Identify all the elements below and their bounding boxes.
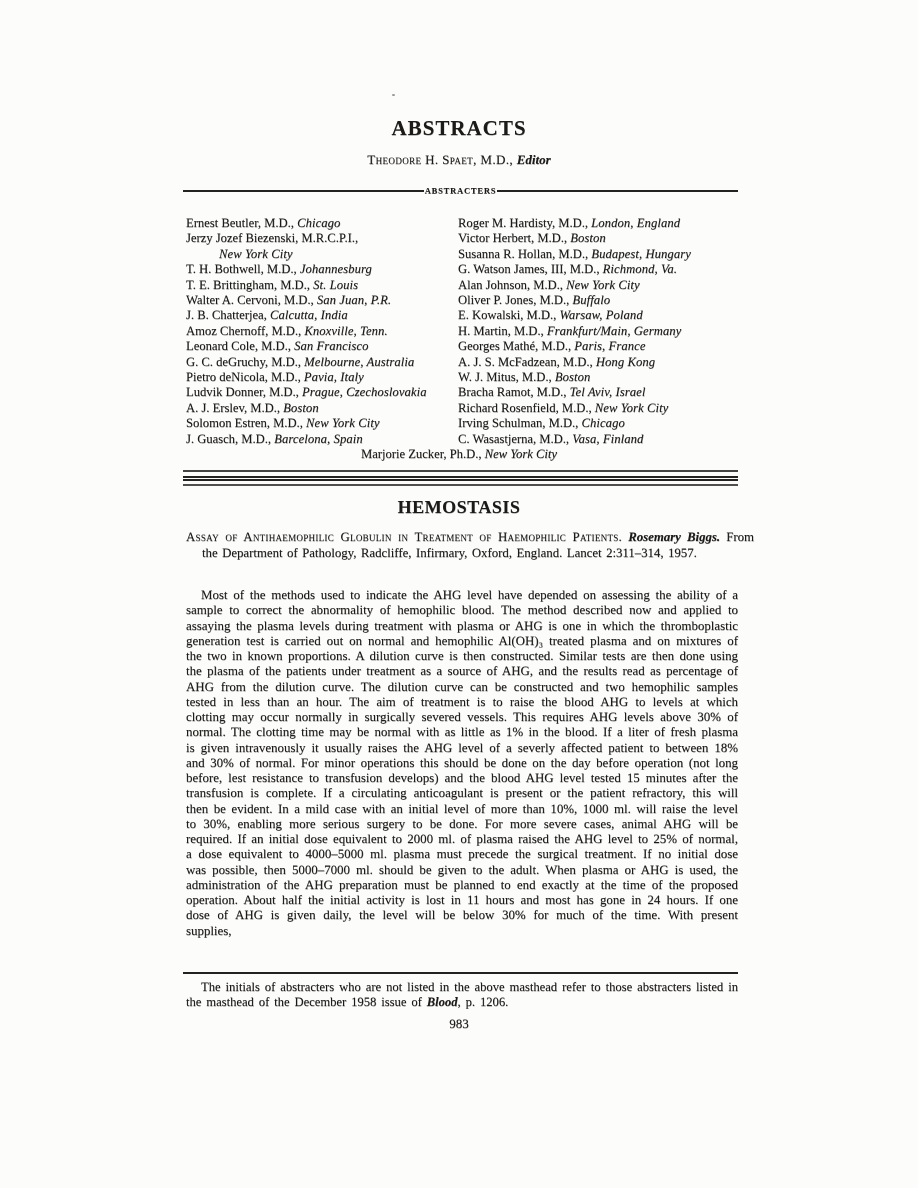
masthead-left-column	[186, 216, 458, 447]
rule-line	[183, 470, 738, 472]
masthead-entry: Roger M. Hardisty, M.D., London, England	[458, 216, 681, 230]
rule-line	[183, 479, 738, 481]
masthead-entry: Pietro deNicola, M.D., Pavia, Italy	[186, 370, 364, 385]
footnote	[186, 980, 738, 1011]
masthead-entry: G. C. deGruchy, M.D., Melbourne, Australia	[186, 354, 415, 369]
masthead-entry: A. J. S. McFadzean, M.D., Hong Kong	[458, 354, 656, 369]
footnote-rule	[183, 972, 738, 974]
masthead-entry: Leonard Cole, M.D., San Francisco	[186, 339, 369, 354]
masthead-entry: W. J. Mitus, M.D., Boston	[458, 370, 591, 385]
scan-artifact-dot	[392, 94, 395, 96]
masthead-entry: Victor Herbert, M.D., Boston	[458, 231, 606, 246]
section-heading: HEMOSTASIS	[397, 497, 521, 517]
masthead-entry: Susanna R. Hollan, M.D., Budapest, Hungary	[458, 246, 691, 261]
masthead-entry: G. Watson James, III, M.D., Richmond, Va.	[458, 262, 678, 277]
footnote-journal-name: Blood	[426, 995, 458, 1010]
footnote-text-end: , p. 1206.	[457, 995, 509, 1010]
page-title: ABSTRACTS	[391, 116, 527, 140]
masthead-centered-entry	[0, 447, 918, 462]
masthead-entry: Amoz Chernoff, M.D., Knoxville, Tenn.	[186, 323, 388, 338]
masthead-entry: Walter A. Cervoni, M.D., San Juan, P.R.	[186, 293, 392, 308]
abstract-title: Assay of Antihaemophilic Globulin in Treatment of Haemophilic Patients.	[186, 530, 623, 544]
divider-rule-left	[183, 190, 424, 192]
section-double-rule	[183, 470, 738, 486]
rule-line	[183, 476, 738, 478]
masthead-entry: T. E. Brittingham, M.D., St. Louis	[186, 277, 359, 292]
masthead-entry: Oliver P. Jones, M.D., Buffalo	[458, 293, 611, 308]
masthead-entry: A. J. Erslev, M.D., Boston	[186, 400, 319, 415]
masthead-entry: H. Martin, M.D., Frankfurt/Main, Germany	[458, 323, 682, 338]
abstracters-masthead	[186, 216, 738, 447]
editor-name: Theodore H. Spaet, M.D.,	[367, 152, 517, 167]
masthead-entry: Richard Rosenfield, M.D., New York City	[458, 400, 669, 415]
centered-entry-location: New York City	[484, 447, 557, 461]
centered-entry-name: Marjorie Zucker, Ph.D.,	[361, 447, 485, 461]
masthead-entry: T. H. Bothwell, M.D., Johannesburg	[186, 262, 372, 277]
masthead-entry: Ludvik Donner, M.D., Prague, Czechoslovakia	[186, 385, 427, 400]
masthead-entry: J. B. Chatterjea, Calcutta, India	[186, 308, 348, 323]
abstract-citation	[186, 529, 754, 561]
editor-role: Editor	[516, 152, 551, 167]
masthead-entry: New York City	[219, 246, 293, 261]
masthead-entry: J. Guasch, M.D., Barcelona, Spain	[186, 431, 363, 446]
masthead-entry: Jerzy Jozef Biezenski, M.R.C.P.I.,	[186, 231, 359, 246]
masthead-entry: E. Kowalski, M.D., Warsaw, Poland	[458, 308, 643, 323]
divider-label: ABSTRACTERS	[424, 185, 497, 196]
masthead-entry: Alan Johnson, M.D., New York City	[458, 277, 640, 292]
masthead-entry: Georges Mathé, M.D., Paris, France	[458, 339, 646, 354]
footnote-text-start: The initials of abstracters who are not listed in the above masthead refer to those abstracters listed in the masthead of the December 1958 issue of	[186, 980, 738, 1010]
masthead-entry: Ernest Beutler, M.D., Chicago	[186, 216, 341, 230]
editor-byline	[0, 152, 918, 168]
abstract-source: From the Department of Pathology, Radcliffe, Infirmary, Oxford, England. Lancet 2:311–314, 1957.	[202, 530, 755, 560]
masthead-right-column	[458, 216, 738, 447]
abstract-author: Rosemary Biggs.	[628, 530, 721, 544]
rule-line	[183, 484, 738, 485]
masthead-entry: Solomon Estren, M.D., New York City	[186, 416, 380, 431]
masthead-entry: Irving Schulman, M.D., Chicago	[458, 416, 625, 431]
page-number: 983	[449, 1016, 469, 1031]
masthead-entry: C. Wasastjerna, M.D., Vasa, Finland	[458, 431, 644, 446]
masthead-entry: Bracha Ramot, M.D., Tel Aviv, Israel	[458, 385, 646, 400]
abstracters-divider	[183, 186, 738, 196]
divider-rule-right	[497, 190, 738, 192]
abstract-body: Most of the methods used to indicate the AHG level have depended on assessing the ability of a sample to correct the abnormality of hemophilic blood. The method described now and applied to assaying the plasma levels during treatment with plasma or AHG is one in which the thromboplastic generation test is carried out on normal and hemophilic Al(OH)₃ treated plasma and on mixtures of the two in known proportions. A dilution curve is then constructed. Similar tests are then done using the plasma of the patients under treatment as a source of AHG, and the results read as percentage of AHG from the dilution curve. The dilution curve can be constructed and two hemophilic samples tested in less than an hour. The aim of treatment is to raise the blood AHG to levels at which clotting may occur normally in surgically severed vessels. This requires AHG levels above 30% of normal. The clotting time may be normal with as little as 1% in the blood. If a liter of fresh plasma is given intravenously it usually raises the AHG level of a severly affected patient to between 18% and 30% of normal. For minor operations this should be done on the day before operation (not long before, lest resistance to transfusion develops) and the blood AHG level tested 15 minutes after the transfusion is complete. If a circulating anticoagulant is present or the patient refractory, this will then be evident. In a mild case with an initial level of more than 10%, 1000 ml. will raise the level to 30%, enabling more serious surgery to be done. For more severe cases, animal AHG will be required. If an initial dose equivalent to 2000 ml. of plasma raised the AHG level to 25% of normal, a dose equivalent to 4000–5000 ml. plasma must precede the surgical treatment. If no initial dose was possible, then 5000–7000 ml. should be given to the adult. When plasma or AHG is used, the administration of the AHG preparation must be planned to end exactly at the time of the proposed operation. About half the initial activity is lost in 11 hours and most has gone in 24 hours. If one dose of AHG is given daily, the level will be below 30% for much of the time. With present supplies,	[186, 588, 738, 938]
